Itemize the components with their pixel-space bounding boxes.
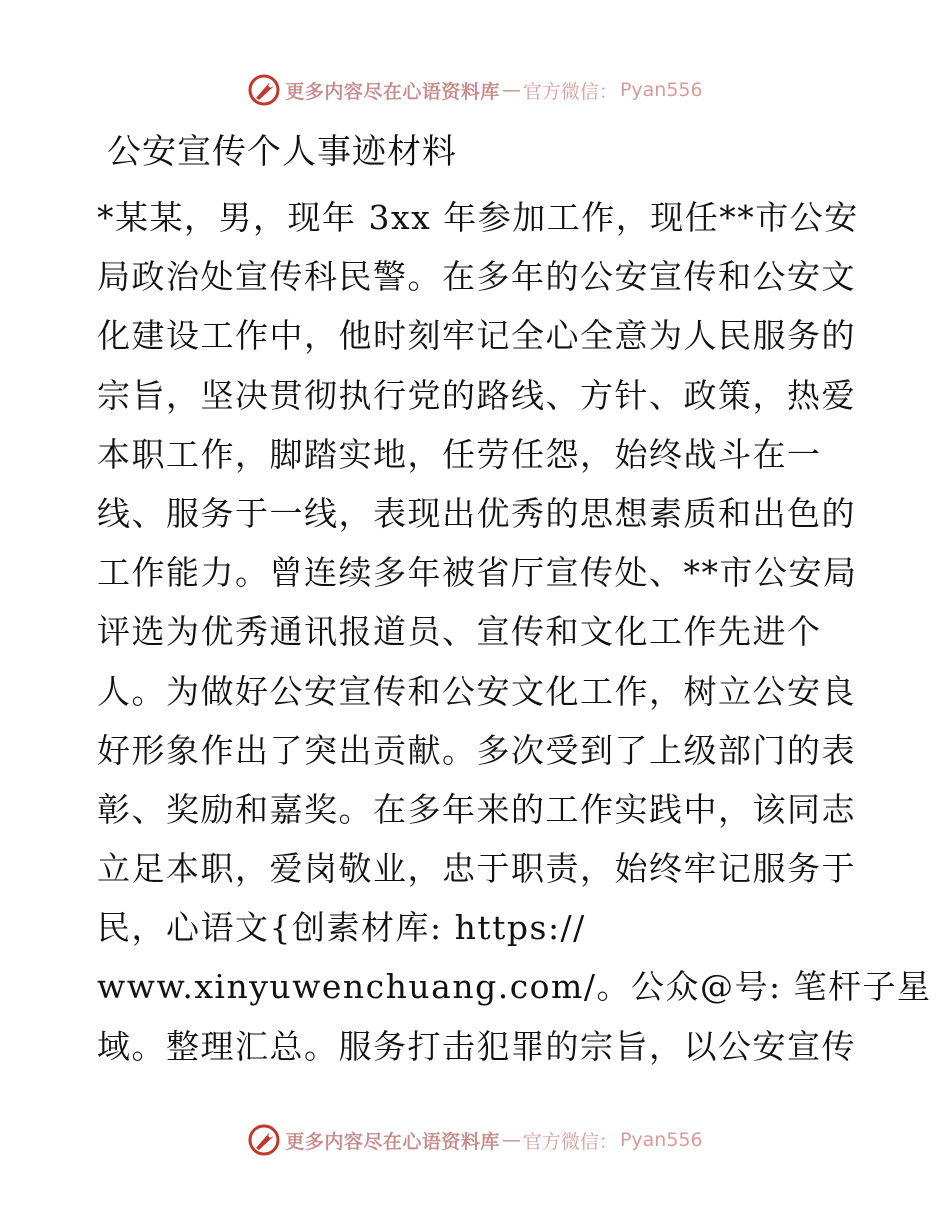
body-line: 本职工作，脚踏实地，任劳任怨，始终战斗在一: [97, 434, 822, 474]
banner-dash: —: [501, 1129, 521, 1151]
body-line: 立足本职，爱岗敬业，忠于职责，始终牢记服务于: [97, 849, 856, 889]
body-line: 工作能力。曾连续多年被省厅宣传处、**市公安局: [97, 553, 858, 593]
banner-wechat-id: Pyan556: [619, 79, 703, 101]
footer-watermark-banner: [0, 1120, 950, 1160]
body-line: 好形象作出了突出贡献。多次受到了上级部门的表: [97, 730, 856, 770]
body-line: 域。整理汇总。服务打击犯罪的宗旨，以公安宣传: [97, 1026, 856, 1066]
banner-slogan: 更多内容尽在心语资料库: [285, 1130, 500, 1153]
banner-slogan: 更多内容尽在心语资料库: [285, 80, 500, 103]
banner-wechat-id: Pyan556: [619, 1129, 703, 1151]
document-body: [97, 188, 932, 1076]
pen-nib-circle-icon: [247, 1123, 281, 1157]
banner-wechat-label: 官方微信：: [522, 1130, 618, 1153]
banner-wechat-label: 官方微信：: [522, 80, 618, 103]
pen-nib-circle-icon: [247, 73, 281, 107]
body-line: *某某，男，现年 3xx 年参加工作，现任**市公安: [97, 198, 859, 237]
body-line: 局政治处宣传科民警。在多年的公安宣传和公安文: [97, 257, 856, 297]
body-line: 评选为优秀通讯报道员、宣传和文化工作先进个: [97, 612, 822, 652]
body-line: 线、服务于一线，表现出优秀的思想素质和出色的: [97, 493, 856, 533]
body-line: 人。为做好公安宣传和公安文化工作，树立公安良: [97, 671, 856, 711]
body-line: 彰、奖励和嘉奖。在多年来的工作实践中，该同志: [97, 789, 856, 829]
body-line: 民，心语文{创素材库: https://: [97, 908, 586, 948]
body-line: 宗旨，坚决贯彻执行党的路线、方针、政策，热爱: [97, 375, 856, 415]
document-title: 公安宣传个人事迹材料: [107, 132, 457, 172]
banner-dash: —: [501, 79, 521, 101]
body-line: www.xinyuwenchuang.com/。公众@号: 笔杆子星: [97, 967, 932, 1007]
header-watermark-banner: [0, 70, 950, 110]
body-line: 化建设工作中，他时刻牢记全心全意为人民服务的: [97, 316, 856, 356]
